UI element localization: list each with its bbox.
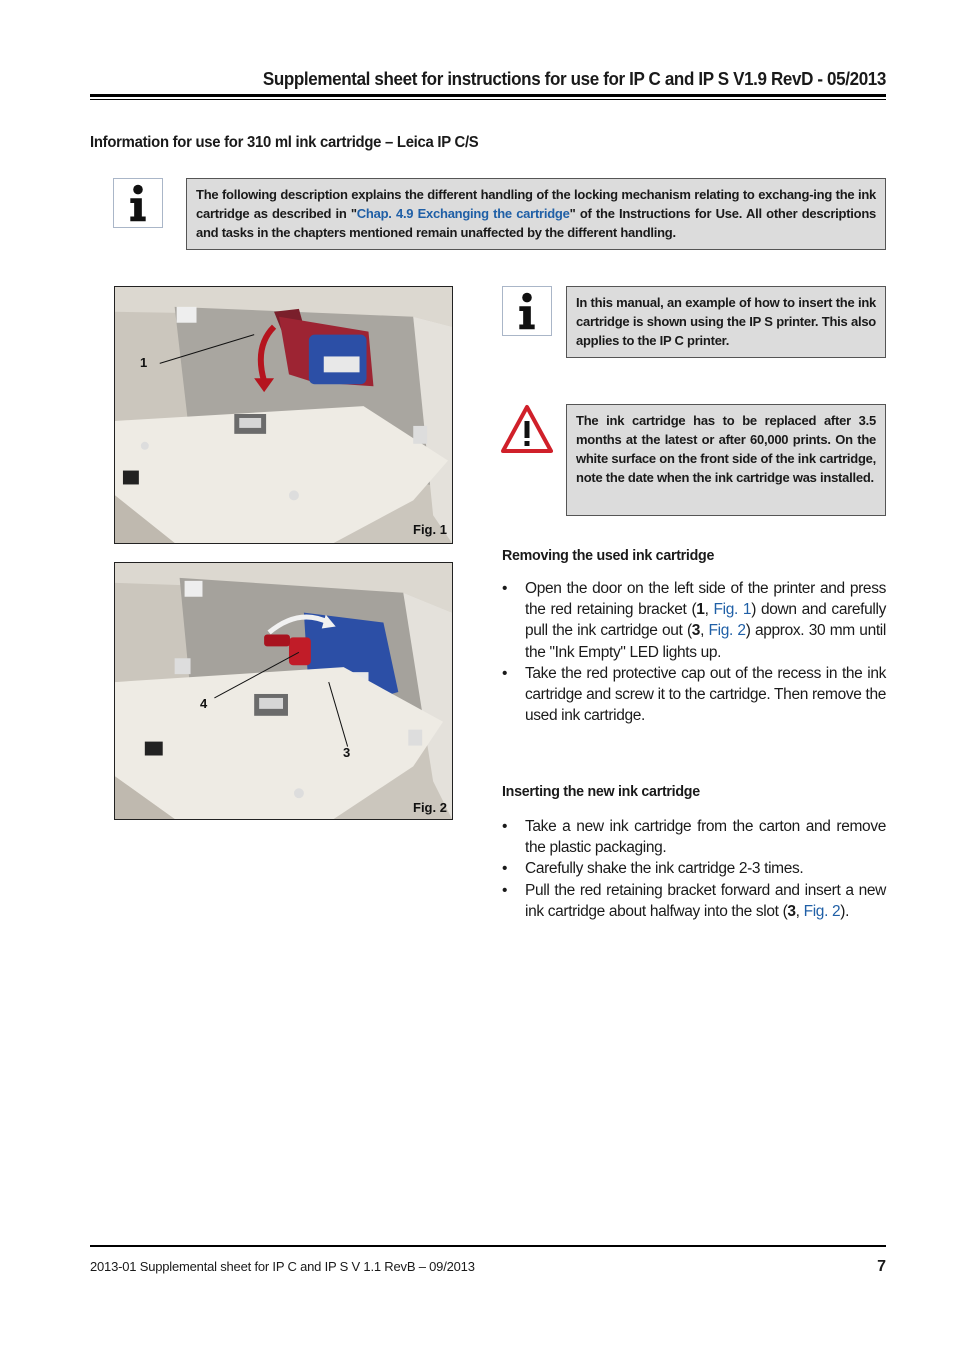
footer-text: 2013-01 Supplemental sheet for IP C and IP S V 1.1 RevB – 09/2013 <box>90 1259 475 1274</box>
fig-1-link[interactable]: Fig. 1 <box>713 601 752 619</box>
fig-2-link[interactable]: Fig. 2 <box>803 902 841 920</box>
section-title: Information for use for 310 ml ink cartridge – Leica IP C/S <box>90 134 479 151</box>
warning-note <box>566 404 886 516</box>
page-number: 7 <box>877 1258 886 1275</box>
list-item: • Take the red protective cap out of the recess in the ink cartridge and screw it to the cartridge. Then remove the used ink cartridge. <box>502 663 886 727</box>
header-rule <box>90 94 886 97</box>
figure-2-label: Fig. 2 <box>413 800 447 815</box>
removing-heading: Removing the used ink cartridge <box>502 547 715 564</box>
chapter-link[interactable]: Chap. 4.9 Exchanging the cartridge <box>356 206 570 221</box>
list-item: • Carefully shake the ink cartridge 2-3 times. <box>502 858 886 879</box>
figure-1 <box>114 286 453 544</box>
inserting-heading: Inserting the new ink cartridge <box>502 783 700 800</box>
figure-2 <box>114 562 453 820</box>
fig-2-link[interactable]: Fig. 2 <box>708 622 746 640</box>
removing-list <box>502 578 886 726</box>
list-item: • Take a new ink cartridge from the carton and remove the plastic packaging. <box>502 816 886 858</box>
top-note <box>186 178 886 250</box>
info-note <box>566 286 886 358</box>
page-header-title: Supplemental sheet for instructions for use for IP C and IP S V1.9 RevD - 05/2013 <box>262 68 886 89</box>
callout-1: 1 <box>140 355 148 370</box>
note-text: " of the Instructions for Use. All other descriptions and tasks in the chapters mentioned remain unaffected by the different handling. <box>196 206 876 240</box>
figure-1-label: Fig. 1 <box>413 522 447 537</box>
callout-3: 3 <box>343 745 351 760</box>
warning-icon <box>501 404 553 454</box>
header-rule-thin <box>90 99 886 100</box>
note-text: In this manual, an example of how to insert the ink cartridge is shown using the IP S printer. This also applies to the IP C printer. <box>576 295 876 348</box>
inserting-list <box>502 816 886 922</box>
note-text: The following description explains the different handling of the locking mechanism relating to exchang-ing the ink cartridge as described in " <box>196 187 876 221</box>
info-icon <box>113 178 163 228</box>
note-text: The ink cartridge has to be replaced after 3.5 months at the latest or after 60,000 prints. On the white surface on the front side of the ink cartridge, note the date when the ink cartridge was installed. <box>576 413 876 485</box>
list-item: • Pull the red retaining bracket forward and insert a new ink cartridge about halfway into the slot (3, Fig. 2). <box>502 880 886 922</box>
callout-4: 4 <box>200 696 208 711</box>
footer-rule <box>90 1245 886 1247</box>
list-item: • Open the door on the left side of the printer and press the red retaining bracket (1, Fig. 1) down and carefully pull the ink cartridge out (3, Fig. 2) approx. 30 mm until the "Ink Empty" LED lights up. <box>502 578 886 663</box>
info-icon <box>502 286 552 336</box>
